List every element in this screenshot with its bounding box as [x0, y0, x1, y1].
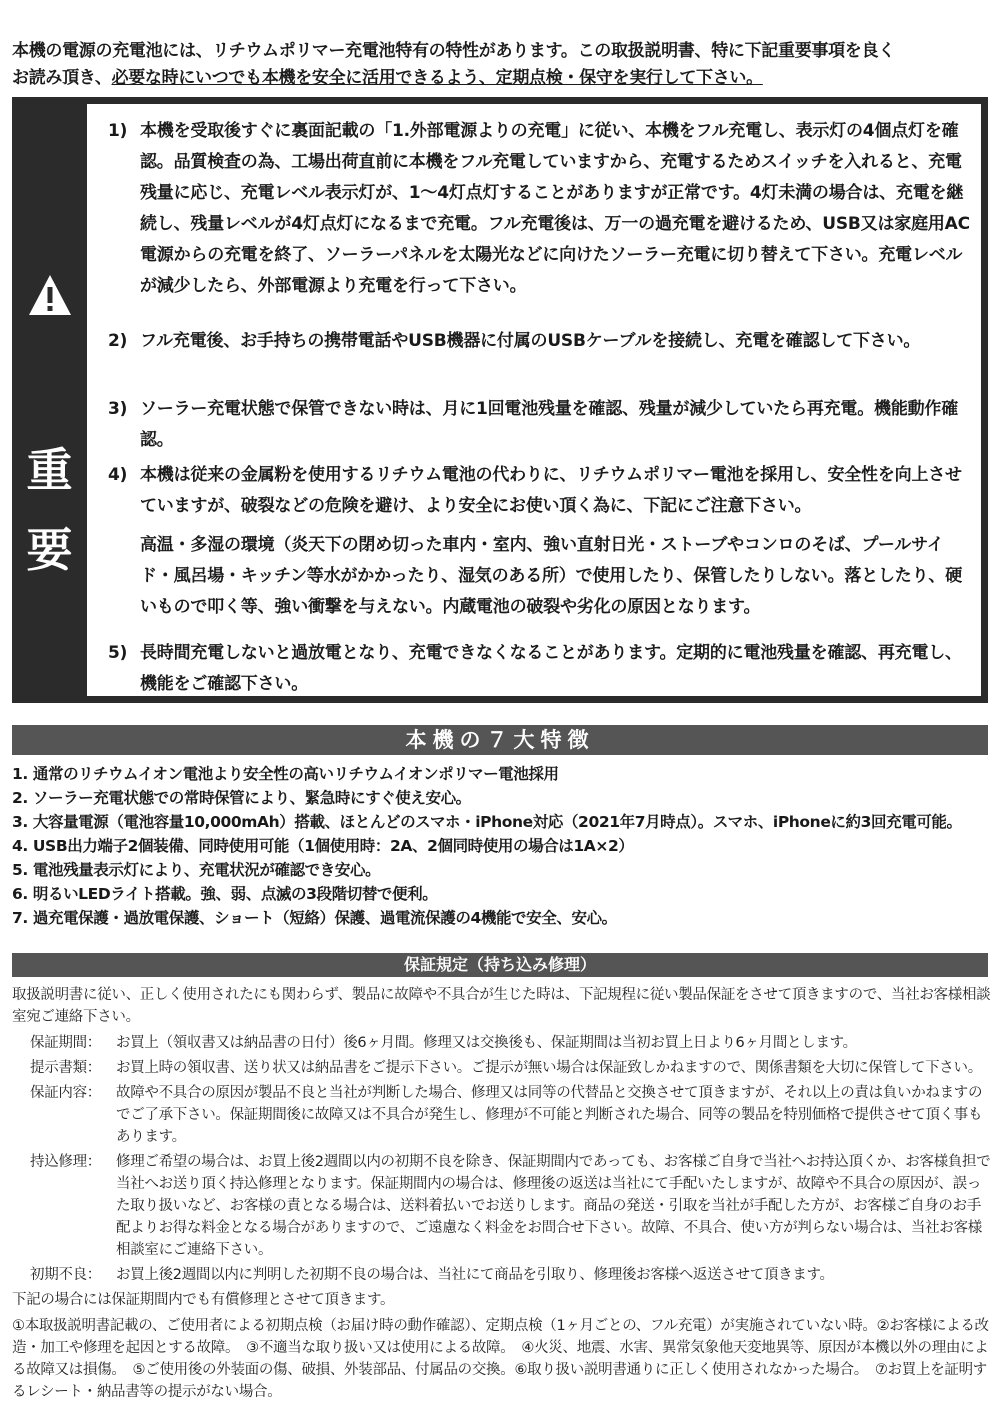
intro-line-1: 本機の電源の充電池には、リチウムポリマー充電池特有の特性があります。この取扱説明書、特に下記重要事項を良く	[12, 41, 895, 61]
feature-item: 6. 明るいLEDライト搭載。強、弱、点滅の3段階切替で便利。	[12, 885, 438, 903]
intro-line-2-emphasis: 必要な時にいつでも本機を安全に活用できるよう、定期点検・保守を実行して下さい。	[111, 68, 763, 88]
important-item-4	[108, 460, 974, 623]
item-number: 2)	[108, 331, 128, 351]
feature-item: 2. ソーラー充電状態での常時保管により、緊急時にすぐ使え安心。	[12, 789, 471, 807]
paid-repair-cases: ①本取扱説明書記載の、ご使用者による初期点検（お届け時の動作確認）、定期点検（1ヶ月ごとの、フル充電）が実施されていない時。②お客様による改造・加工や修理を起因とする故障。 ③不適当な取り扱い又は使用による故障。 ④火災、地震、水害、異常気象他天変地異等、原因が本機以外の理由による故障又は損傷。 ⑤ご使用後の外装面の傷、破損、外装部品、付属品の交換。⑥取り扱い説明書通りに正しく使用されなかった場合。 ⑦お買上を証明するレシート・納品書等の提示がない場合。	[12, 1318, 989, 1400]
warranty-row-documents	[30, 1057, 992, 1079]
warranty-intro: 取扱説明書に従い、正しく使用されたにも関わらず、製品に故障や不具合が生じた時は、下記規程に従い製品保証をさせて頂きますので、当社お客様相談室宛ご連絡下さい。	[12, 987, 991, 1025]
warranty-row-label: 初期不良：	[30, 1267, 101, 1283]
intro-line-2	[12, 65, 990, 92]
feature-item: 1. 通常のリチウムイオン電池より安全性の高いリチウムイオンポリマー電池採用	[12, 765, 559, 783]
feature-item: 4. USB出力端子2個装備、同時使用可能（1個使用時：2A、2個同時使用の場合は1A×2）	[12, 837, 634, 855]
item-text: 本機を受取後すぐに裏面記載の「1.外部電源よりの充電」に従い、本機をフル充電し、表示灯の4個点灯を確認。品質検査の為、工場出荷直前に本機をフル充電していますから、充電するためスイッチを入れると、充電残量に応じ、充電レベル表示灯が、1〜4灯点灯することがありますが正常です。4灯未満の場合は、充電を継続し、残量レベルが4灯点灯になるまで充電。フル充電後は、万一の過充電を避けるため、USB又は家庭用AC電源からの充電を終了、ソーラーパネルを太陽光などに向けたソーラー充電に切り替えて下さい。充電レベルが減少したら、外部電源より充電を行って下さい。	[140, 121, 970, 296]
item-text: ソーラー充電状態で保管できない時は、月に1回電池残量を確認、残量が減少していたら再充電。機能動作確認。	[140, 399, 959, 450]
warranty-row-text: お買上時の領収書、送り状又は納品書をご提示下さい。ご提示が無い場合は保証致しかねますので、関係書類を大切に保管して下さい。	[116, 1060, 982, 1076]
intro-text	[12, 38, 990, 92]
warranty-row-text: お買上（領収書又は納品書の日付）後6ヶ月間。修理又は交換後も、保証期間は当初お買上日より6ヶ月間とします。	[116, 1035, 857, 1051]
warranty-section	[12, 984, 992, 1403]
item-text: 本機は従来の金属粉を使用するリチウム電池の代わりに、リチウムポリマー電池を採用し、安全性を向上させていますが、破裂などの危険を避け、より安全にお使い頂く為に、下記にご注意下さい。	[140, 465, 962, 516]
important-item-5	[108, 638, 974, 700]
warranty-row-text: 修理ご希望の場合は、お買上後2週間以内の初期不良を除き、保証期間内であっても、お客様ご自身で当社へお持込頂くか、お客様負担で当社へお送り頂く持込修理となります。保証期間内の場合は、修理後の返送は当社にて手配いたしますが、故障や不具合の原因が、誤った取り扱いなど、お客様の責となる場合は、送料着払いでお送りします。商品の発送・引取を当社が手配した方が、お客様ご自身のお手配よりお得な料金となる場合がありますので、ご遠慮なく料金をお問合せ下さい。故障、不具合、使い方が判らない場合は、当社お客様相談室にご連絡下さい。	[116, 1154, 991, 1258]
important-section	[12, 97, 988, 703]
warranty-row-coverage	[30, 1082, 992, 1148]
feature-item: 3. 大容量電源（電池容量10,000mAh）搭載、ほとんどのスマホ・iPhone対応（2021年7月時点）。スマホ、iPhoneに約3回充電可能。	[12, 813, 962, 831]
item-text-secondary: 高温・多湿の環境（炎天下の閉め切った車内・室内、強い直射日光・ストーブやコンロのそば、プールサイド・風呂場・キッチン等水がかかったり、湿気のある所）で使用したり、保管したりしない。落としたり、硬いもので叩く等、強い衝撃を与えない。内蔵電池の破裂や劣化の原因となります。	[140, 535, 963, 617]
item-text: 長時間充電しないと過放電となり、充電できなくなることがあります。定期的に電池残量を確認、再充電し、機能をご確認下さい。	[140, 643, 962, 694]
important-label-2: 要	[26, 523, 73, 577]
important-item-2	[108, 326, 974, 357]
warranty-row-carry-in	[30, 1151, 992, 1261]
item-number: 4)	[108, 465, 128, 485]
important-side-panel	[12, 97, 87, 703]
feature-item: 7. 過充電保護・過放電保護、ショート（短絡）保護、過電流保護の4機能で安全、安心。	[12, 909, 617, 927]
item-number: 5)	[108, 643, 128, 663]
warranty-row-text: お買上後2週間以内に判明した初期不良の場合は、当社にて商品を引取り、修理後お客様へ返送させて頂きます。	[116, 1267, 834, 1283]
important-item-1	[108, 116, 974, 302]
important-item-3	[108, 394, 974, 456]
features-list	[12, 762, 992, 930]
features-title-banner: 本機の７大特徴	[12, 725, 988, 755]
warranty-row-period	[30, 1032, 992, 1054]
item-number: 3)	[108, 399, 128, 419]
feature-item: 5. 電池残量表示灯により、充電状況が確認でき安心。	[12, 861, 381, 879]
warranty-row-label: 提示書類：	[30, 1060, 101, 1076]
intro-line-2-prefix: お読み頂き、	[12, 68, 112, 88]
warranty-row-label: 保証内容：	[30, 1085, 101, 1101]
warranty-row-label: 保証期間：	[30, 1035, 101, 1051]
item-text: フル充電後、お手持ちの携帯電話やUSB機器に付属のUSBケーブルを接続し、充電を確認して下さい。	[140, 331, 921, 351]
warranty-row-initial-defect	[30, 1264, 992, 1286]
paid-repair-intro: 下記の場合には保証期間内でも有償修理とさせて頂きます。	[12, 1292, 395, 1308]
important-content-box	[87, 104, 981, 696]
warning-icon	[27, 273, 73, 317]
important-label-1: 重	[26, 443, 73, 497]
warranty-title-banner: 保証規定（持ち込み修理）	[12, 953, 988, 977]
item-number: 1)	[108, 121, 128, 141]
warranty-row-text: 故障や不具合の原因が製品不良と当社が判断した場合、修理又は同等の代替品と交換させて頂きますが、それ以上の責は負いかねますのでご了承下さい。保証期間後に故障又は不具合が発生し、修理が不可能と判断された場合、同等の製品を特別価格で提供させて頂く事もあります。	[116, 1085, 983, 1145]
warranty-row-label: 持込修理：	[30, 1154, 101, 1170]
